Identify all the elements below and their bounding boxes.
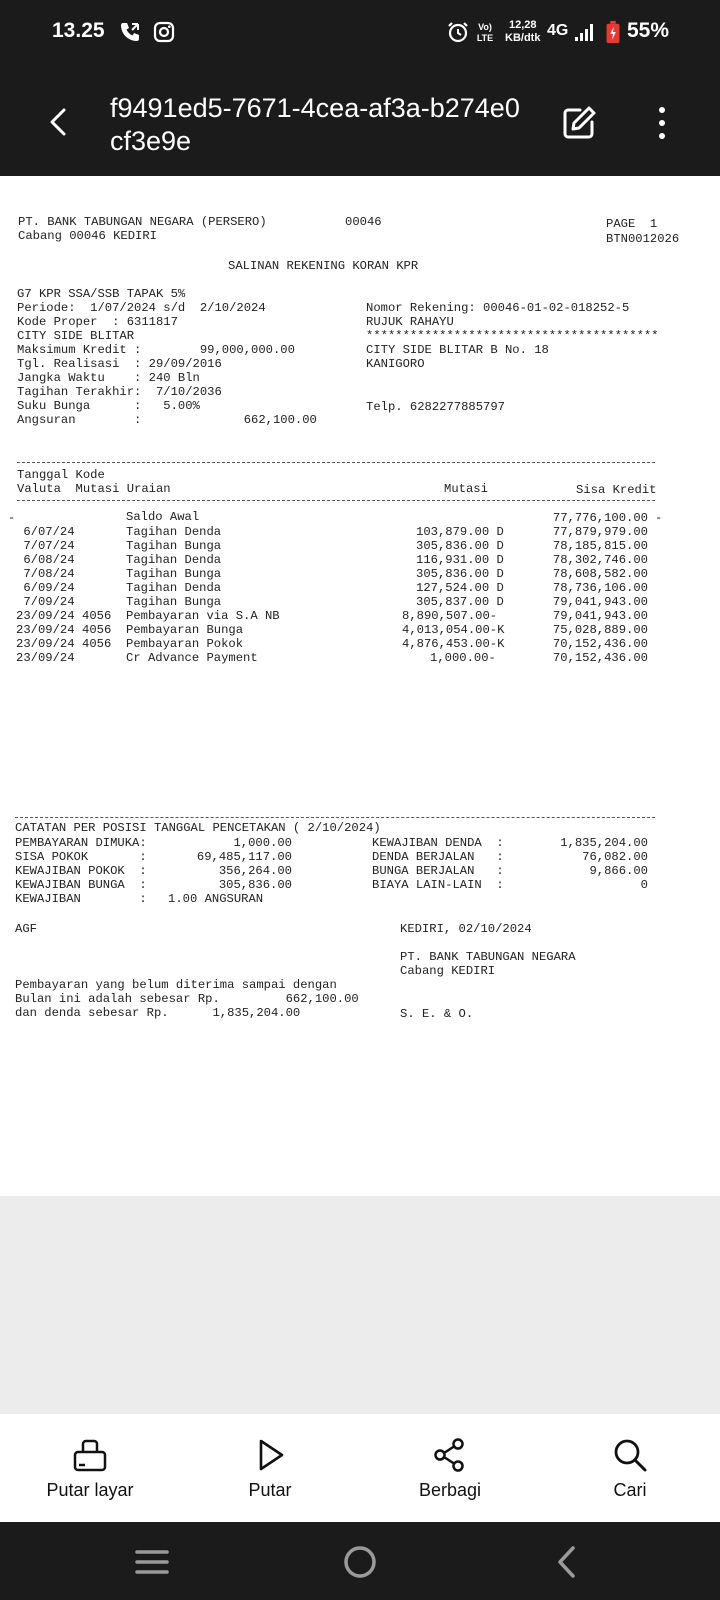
summary-value: 356,264.00: [218, 864, 292, 878]
bank-name: PT. BANK TABUNGAN NEGARA (PERSERO): [18, 215, 267, 229]
phone-number: Telp. 6282277885797: [366, 400, 505, 414]
tx-balance: 78,185,815.00: [552, 539, 648, 553]
document-page: [0, 176, 720, 1196]
tx-balance: 79,041,943.00: [552, 609, 648, 623]
tx-date: 7/07/24: [16, 539, 75, 553]
rotate-screen-button[interactable]: [0, 1414, 180, 1522]
account-number: Nomor Rekening: 00046-01-02-018252-5: [366, 301, 630, 315]
document-title: SALINAN REKENING KORAN KPR: [228, 259, 419, 273]
phone-call-icon: [118, 20, 142, 44]
tx-balance: 78,608,582.00: [552, 567, 648, 581]
info-line: G7 KPR SSA/SSB TAPAK 5%: [17, 287, 186, 301]
tx-description: Tagihan Denda: [126, 581, 222, 595]
tx-description: Cr Advance Payment: [126, 651, 258, 665]
tx-balance: 77,879,979.00: [552, 525, 648, 539]
play-button[interactable]: [180, 1414, 360, 1522]
tx-amount: 116,931.00 D: [416, 553, 504, 567]
svg-text:Vo): Vo): [478, 22, 492, 32]
info-line: Maksimum Kredit : 99,000,000.00: [17, 343, 295, 357]
search-button[interactable]: [540, 1414, 720, 1522]
summary-value: 305,836.00: [218, 878, 292, 892]
signal-icon: [574, 20, 596, 44]
tx-description: Pembayaran Bunga: [126, 623, 244, 637]
back-icon[interactable]: [40, 104, 76, 140]
footer-code: S. E. & O.: [400, 1007, 474, 1021]
tx-amount: 305,836.00 D: [416, 539, 504, 553]
row-marker: -: [8, 511, 16, 525]
divider: [15, 817, 655, 818]
play-icon: [251, 1436, 289, 1474]
agf-label: AGF: [15, 922, 37, 936]
note-line: Bulan ini adalah sebesar Rp. 662,100.00: [15, 992, 359, 1006]
place-date: KEDIRI, 02/10/2024: [400, 922, 532, 936]
divider: [17, 500, 655, 501]
divider: [17, 462, 655, 463]
summary-value: 9,866.00: [589, 864, 648, 878]
svg-text:LTE: LTE: [476, 33, 494, 43]
tx-balance: 78,302,746.00: [552, 553, 648, 567]
summary-label: KEWAJIBAN DENDA :: [372, 836, 504, 850]
play-label: Putar: [248, 1480, 292, 1500]
signatory-branch: Cabang KEDIRI: [400, 964, 496, 978]
status-bar: [0, 0, 720, 66]
tx-amount: 4,013,054.00-K: [402, 623, 505, 637]
info-line: Jangka Waktu : 240 Bln: [17, 371, 200, 385]
note-line: Pembayaran yang belum diterima sampai dengan: [15, 978, 337, 992]
summary-title: CATATAN PER POSISI TANGGAL PENCETAKAN ( 2/10/2024): [15, 821, 381, 835]
tx-code: 4056: [82, 623, 112, 637]
network-speed-value: 12,28: [508, 19, 537, 31]
mask-line: ****************************************: [366, 329, 659, 343]
tx-date: 6/08/24: [16, 553, 75, 567]
tx-date: 6/07/24: [16, 525, 75, 539]
tx-description: Tagihan Bunga: [126, 595, 222, 609]
info-line: Kode Proper : 6311817: [17, 315, 178, 329]
note-line: dan denda sebesar Rp. 1,835,204.00: [15, 1006, 301, 1020]
battery-icon: [604, 20, 622, 44]
tx-amount: 1,000.00-: [430, 651, 496, 665]
column-sisa-kredit: Sisa Kredit: [576, 483, 657, 497]
alarm-icon: [446, 20, 470, 44]
tx-description: Tagihan Bunga: [126, 567, 222, 581]
branch-code: 00046: [345, 215, 382, 229]
tx-amount: 4,876,453.00-K: [402, 637, 505, 651]
opening-label: Saldo Awal: [126, 510, 200, 524]
tx-code: 4056: [82, 637, 112, 651]
summary-label: KEWAJIBAN BUNGA :: [15, 878, 147, 892]
tx-date: 23/09/24: [16, 609, 75, 623]
system-back-icon[interactable]: [548, 1542, 588, 1582]
summary-value: 1.00 ANGSURAN: [168, 892, 264, 906]
edit-icon[interactable]: [560, 104, 598, 142]
summary-label: BUNGA BERJALAN :: [372, 864, 504, 878]
tx-date: 7/09/24: [16, 595, 75, 609]
tx-balance: 70,152,436.00: [552, 651, 648, 665]
info-line: Tgl. Realisasi : 29/09/2016: [17, 357, 222, 371]
tx-date: 23/09/24: [16, 637, 75, 651]
address-line: CITY SIDE BLITAR B No. 18: [366, 343, 549, 357]
summary-label: PEMBAYARAN DIMUKA:: [15, 836, 147, 850]
tx-amount: 8,890,507.00-: [402, 609, 498, 623]
search-icon: [611, 1436, 649, 1474]
volte-icon: [474, 20, 496, 44]
document-code: BTN0012026: [606, 232, 680, 246]
share-label: Berbagi: [418, 1480, 482, 1500]
branch-line: Cabang 00046 KEDIRI: [18, 229, 157, 243]
tx-date: 23/09/24: [16, 651, 75, 665]
bottom-action-bar: [0, 1414, 720, 1522]
row-marker: -: [655, 511, 663, 525]
tx-amount: 103,879.00 D: [416, 525, 504, 539]
network-speed-unit: KB/dtk: [505, 32, 541, 44]
opening-balance: 77,776,100.00: [552, 511, 648, 525]
tx-description: Tagihan Bunga: [126, 539, 222, 553]
tx-date: 6/09/24: [16, 581, 75, 595]
tx-date: 23/09/24: [16, 623, 75, 637]
rotate-screen-icon: [71, 1436, 109, 1474]
share-icon: [431, 1436, 469, 1474]
column-mutasi: Mutasi: [444, 482, 488, 496]
share-button[interactable]: [360, 1414, 540, 1522]
network-type: 4G: [547, 22, 569, 39]
summary-label: KEWAJIBAN POKOK :: [15, 864, 147, 878]
tx-description: Tagihan Denda: [126, 553, 222, 567]
tx-code: 4056: [82, 609, 112, 623]
rotate-screen-label: Putar layar: [46, 1480, 134, 1500]
instagram-icon: [152, 20, 176, 44]
summary-label: DENDA BERJALAN :: [372, 850, 504, 864]
info-line: Periode: 1/07/2024 s/d 2/10/2024: [17, 301, 266, 315]
tx-balance: 78,736,106.00: [552, 581, 648, 595]
more-options-icon[interactable]: [648, 104, 676, 142]
summary-label: SISA POKOK :: [15, 850, 147, 864]
summary-label: BIAYA LAIN-LAIN :: [372, 878, 504, 892]
tx-description: Tagihan Denda: [126, 525, 222, 539]
tx-balance: 79,041,943.00: [552, 595, 648, 609]
tx-description: Pembayaran via S.A NB: [126, 609, 280, 623]
address-line: KANIGORO: [366, 357, 425, 371]
customer-name: RUJUK RAHAYU: [366, 315, 454, 329]
tx-date: 7/08/24: [16, 567, 75, 581]
app-bar: [0, 66, 720, 176]
info-line: Tagihan Terakhir: 7/10/2036: [17, 385, 222, 399]
summary-value: 1,835,204.00: [560, 836, 648, 850]
file-title: f9491ed5-7671-4cea-af3a-b274e0cf3e9e: [110, 93, 520, 156]
tx-amount: 305,837.00 D: [416, 595, 504, 609]
info-line: Suku Bunga : 5.00%: [17, 399, 200, 413]
tx-description: Pembayaran Pokok: [126, 637, 244, 651]
search-label: Cari: [613, 1480, 647, 1500]
summary-value: 69,485,117.00: [196, 850, 292, 864]
status-time: 13.25: [52, 19, 105, 42]
tx-balance: 70,152,436.00: [552, 637, 648, 651]
network-speed: [505, 19, 540, 45]
tx-amount: 305,836.00 D: [416, 567, 504, 581]
summary-value: 0: [640, 878, 648, 892]
signatory-bank: PT. BANK TABUNGAN NEGARA: [400, 950, 576, 964]
system-navigation-bar: [0, 1522, 720, 1600]
tx-amount: 127,524.00 D: [416, 581, 504, 595]
table-header: Valuta Mutasi Uraian: [17, 482, 171, 496]
summary-value: 76,082.00: [582, 850, 648, 864]
battery-level: 55%: [627, 19, 670, 42]
summary-label: KEWAJIBAN :: [15, 892, 147, 906]
home-icon[interactable]: [340, 1542, 380, 1582]
tx-balance: 75,028,889.00: [552, 623, 648, 637]
info-line: CITY SIDE BLITAR: [17, 329, 135, 343]
summary-value: 1,000.00: [233, 836, 292, 850]
table-header: Tanggal Kode: [17, 468, 105, 482]
recent-apps-icon[interactable]: [132, 1542, 172, 1582]
page-number: PAGE 1: [606, 217, 658, 231]
info-line: Angsuran : 662,100.00: [17, 413, 317, 427]
